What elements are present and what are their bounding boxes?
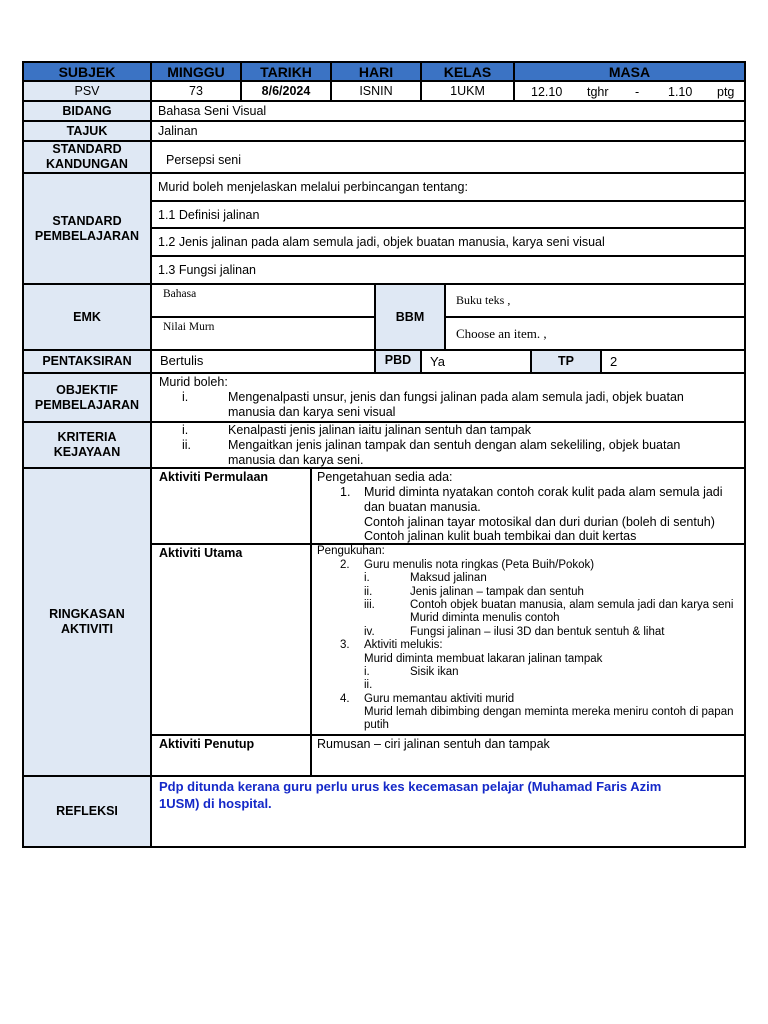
masa-end-unit: ptg [717, 85, 735, 99]
utama-step-4: Guru memantau aktiviti murid [364, 693, 515, 705]
utama-step-3: Aktiviti melukis: [364, 639, 443, 651]
utama-num-4: 4. [340, 693, 350, 705]
masa-start: 12.10 [531, 85, 563, 99]
refleksi-content [150, 775, 746, 848]
masa-start-unit: tghr [587, 85, 609, 99]
standard-kandungan-label-line1: STANDARD [52, 142, 122, 156]
subjek-value: PSV [22, 80, 152, 102]
utama-num-3: 3. [340, 639, 350, 651]
objektif-content [150, 372, 746, 423]
hari-value: ISNIN [330, 80, 422, 102]
bidang-label: BIDANG [22, 100, 152, 122]
utama-step-4c: putih [364, 719, 389, 731]
header-subjek: SUBJEK [22, 61, 152, 82]
objektif-label-line1: OBJEKTIF [56, 382, 118, 397]
objektif-intro: Murid boleh: [159, 375, 228, 389]
header-tarikh: TARIKH [240, 61, 332, 82]
masa-end: 1.10 [668, 85, 693, 99]
header-masa: MASA [513, 61, 746, 82]
bbm-item-2[interactable]: Choose an item. , [444, 316, 746, 351]
standard-kandungan-label-line2: KANDUNGAN [46, 157, 128, 171]
tp-label: TP [530, 349, 602, 374]
utama-roman-3: iii. [364, 599, 375, 611]
kriteria-item-2-line1: Mengaitkan jenis jalinan tampak dan sentuh dengan alam sekeliling, objek buatan [228, 438, 681, 452]
objektif-line1: Mengenalpasti unsur, jenis dan fungsi jalinan pada alam semula jadi, objek buatan [228, 390, 684, 404]
standard-pembelajaran-label-line2: PEMBELAJARAN [34, 228, 140, 243]
header-hari: HARI [330, 61, 422, 82]
refleksi-label: REFLEKSI [22, 775, 152, 848]
objektif-label-line2: PEMBELAJARAN [34, 397, 140, 412]
utama-sub-4: Fungsi jalinan – ilusi 3D dan bentuk sentuh & lihat [410, 626, 665, 638]
standard-pembelajaran-item: 1.2 Jenis jalinan pada alam semula jadi, objek buatan manusia, karya seni visual [150, 227, 746, 257]
utama-step-2: Guru menulis nota ringkas (Peta Buih/Pokok) [364, 559, 595, 571]
standard-pembelajaran-label-line1: STANDARD [52, 213, 122, 228]
utama-roman-2: ii. [364, 586, 373, 598]
utama-roman-5: i. [364, 666, 370, 678]
permulaan-label-cell [150, 467, 312, 545]
tp-value: 2 [600, 349, 746, 374]
penutup-content [310, 734, 746, 777]
tajuk-value: Jalinan [150, 120, 746, 142]
utama-intro: Pengukuhan: [317, 545, 385, 557]
utama-roman-6: ii. [364, 679, 373, 691]
utama-step-3b: Murid diminta membuat lakaran jalinan tampak [364, 653, 603, 665]
standard-pembelajaran-item: 1.3 Fungsi jalinan [150, 255, 746, 285]
objektif-num: i. [182, 390, 189, 404]
emk-label: EMK [22, 283, 152, 351]
penutup-value: Rumusan – ciri jalinan sentuh dan tampak [317, 737, 550, 751]
permulaan-label: Aktiviti Permulaan [159, 470, 269, 484]
ringkasan-label-line1: RINGKASAN [49, 607, 125, 621]
utama-sub-5: Sisik ikan [410, 666, 459, 678]
standard-pembelajaran-item: 1.1 Definisi jalinan [150, 200, 746, 229]
permulaan-content [310, 467, 746, 545]
utama-label-cell [150, 543, 312, 736]
emk-item-1: Bahasa [150, 283, 376, 318]
utama-sub-2: Jenis jalinan – tampak dan sentuh [410, 586, 584, 598]
bidang-value: Bahasa Seni Visual [150, 100, 746, 122]
tajuk-label: TAJUK [22, 120, 152, 142]
utama-step-4b: Murid lemah dibimbing dengan meminta mereka meniru contoh di papan [364, 706, 734, 718]
refleksi-line2: 1USM) di hospital. [159, 796, 272, 811]
objektif-label [22, 372, 152, 423]
objektif-line2: manusia dan karya seni visual [228, 405, 396, 419]
kriteria-label-line1: KRITERIA [57, 430, 117, 444]
minggu-value: 73 [150, 80, 242, 102]
masa-value [513, 80, 746, 102]
bbm-item-1: Buku teks , [444, 283, 746, 318]
standard-pembelajaran-item: Murid boleh menjelaskan melalui perbincangan tentang: [150, 172, 746, 202]
utama-roman-4: iv. [364, 626, 375, 638]
standard-kandungan-label [22, 140, 152, 174]
header-kelas: KELAS [420, 61, 515, 82]
refleksi-line1: Pdp ditunda kerana guru perlu urus kes kecemasan pelajar (Muhamad Faris Azim [159, 779, 662, 794]
permulaan-line4: Contoh jalinan kulit buah tembikai dan duit kertas [364, 529, 637, 543]
standard-kandungan-value: Persepsi seni [150, 140, 746, 174]
standard-pembelajaran-label [22, 172, 152, 285]
utama-label: Aktiviti Utama [159, 546, 243, 560]
kriteria-num-2: ii. [182, 438, 192, 452]
kriteria-num-1: i. [182, 423, 189, 437]
penutup-label-cell [150, 734, 312, 777]
tarikh-value: 8/6/2024 [240, 80, 332, 102]
permulaan-num: 1. [340, 485, 351, 499]
permulaan-line3: Contoh jalinan tayar motosikal dan duri durian (boleh di sentuh) [364, 515, 715, 529]
emk-item-2: Nilai Murn [150, 316, 376, 351]
header-minggu: MINGGU [150, 61, 242, 82]
utama-sub-3b: Murid diminta menulis contoh [410, 612, 560, 624]
permulaan-intro: Pengetahuan sedia ada: [317, 470, 453, 484]
pentaksiran-label: PENTAKSIRAN [22, 349, 152, 374]
permulaan-line1: Murid diminta nyatakan contoh corak kulit pada alam semula jadi [364, 485, 723, 499]
utama-sub-3a: Contoh objek buatan manusia, alam semula jadi dan karya seni [410, 599, 734, 611]
utama-content [310, 543, 746, 736]
pentaksiran-value: Bertulis [150, 349, 376, 374]
ringkasan-label-line2: AKTIVITI [60, 622, 114, 636]
kriteria-label [22, 421, 152, 469]
kriteria-label-line2: KEJAYAAN [53, 445, 121, 459]
kelas-value: 1UKM [420, 80, 515, 102]
kriteria-item-2-line2: manusia dan karya seni. [228, 453, 364, 467]
pbd-label: PBD [374, 349, 422, 374]
ringkasan-label [22, 467, 152, 777]
utama-roman-1: i. [364, 572, 370, 584]
permulaan-line2: dan buatan manusia. [364, 500, 481, 514]
pbd-value: Ya [420, 349, 532, 374]
bbm-label: BBM [374, 283, 446, 351]
utama-num-2: 2. [340, 559, 350, 571]
kriteria-content [150, 421, 746, 469]
utama-sub-1: Maksud jalinan [410, 572, 487, 584]
penutup-label: Aktiviti Penutup [159, 737, 255, 751]
masa-dash: - [635, 85, 640, 99]
kriteria-item-1: Kenalpasti jenis jalinan iaitu jalinan sentuh dan tampak [228, 423, 531, 437]
